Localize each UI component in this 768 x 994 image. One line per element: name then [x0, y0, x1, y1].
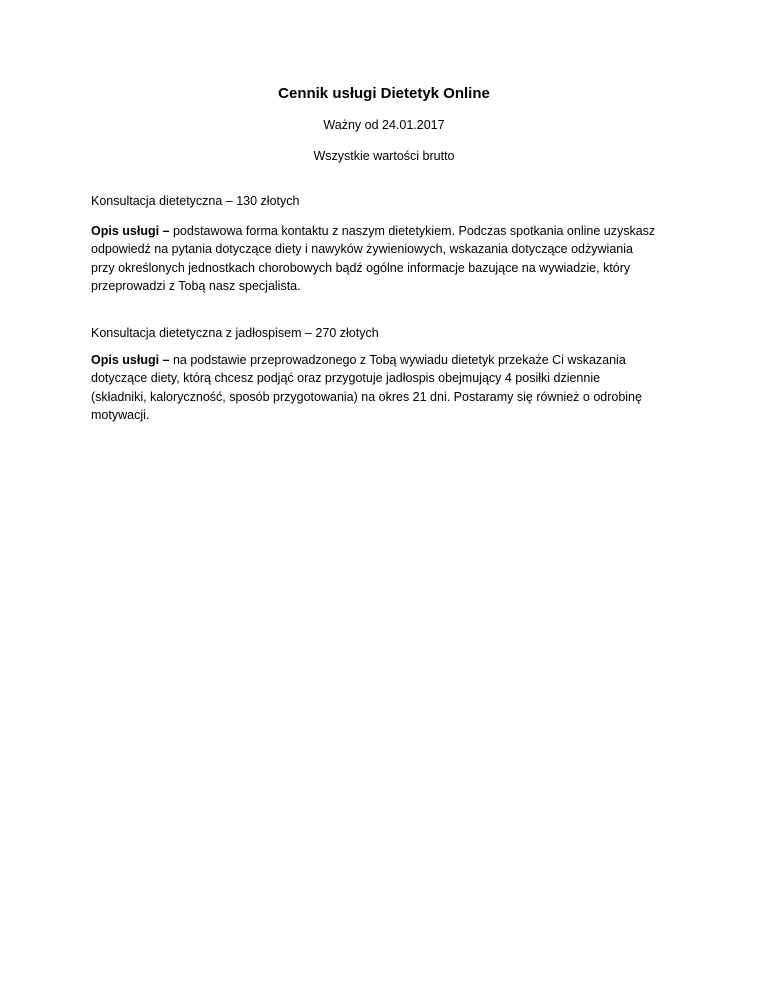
description-line: motywacji.	[91, 407, 150, 422]
document-title: Cennik usługi Dietetyk Online	[278, 85, 490, 102]
description-line: przy określonych jednostkach chorobowych bądź ogólne informacje bazujące na wywiadzie, który	[91, 260, 631, 275]
description-line: dotyczące diety, którą chcesz podjąć oraz przygotuje jadłospis obejmujący 4 posiłki dziennie	[91, 371, 601, 386]
description-line: Opis usługi – na podstawie przeprowadzonego z Tobą wywiadu dietetyk przekaże Ci wskazania	[91, 353, 626, 367]
description-line: (składniki, kaloryczność, sposób przygotowania) na okres 21 dni. Postaramy się również o odrobinę	[91, 389, 642, 404]
description-label: Opis usługi –	[91, 353, 170, 367]
description-line: przeprowadzi z Tobą nasz specjalista.	[91, 278, 301, 293]
valid-from-date: Ważny od 24.01.2017	[323, 118, 445, 132]
description-label: Opis usługi –	[91, 224, 170, 238]
description-line: odpowiedź na pytania dotyczące diety i nawyków żywieniowych, wskazania dotyczące odżywiania	[91, 242, 633, 257]
service-heading-consultation: Konsultacja dietetyczna – 130 złotych	[91, 194, 300, 208]
description-line: Opis usługi – podstawowa forma kontaktu z naszym dietetykiem. Podczas spotkania online uzyskasz	[91, 224, 656, 238]
service-description-consultation	[91, 222, 691, 295]
service-description-consultation-with-meal-plan	[91, 351, 691, 424]
gross-prices-note: Wszystkie wartości brutto	[313, 149, 455, 163]
service-heading-consultation-with-meal-plan: Konsultacja dietetyczna z jadłospisem – 270 złotych	[91, 326, 379, 340]
